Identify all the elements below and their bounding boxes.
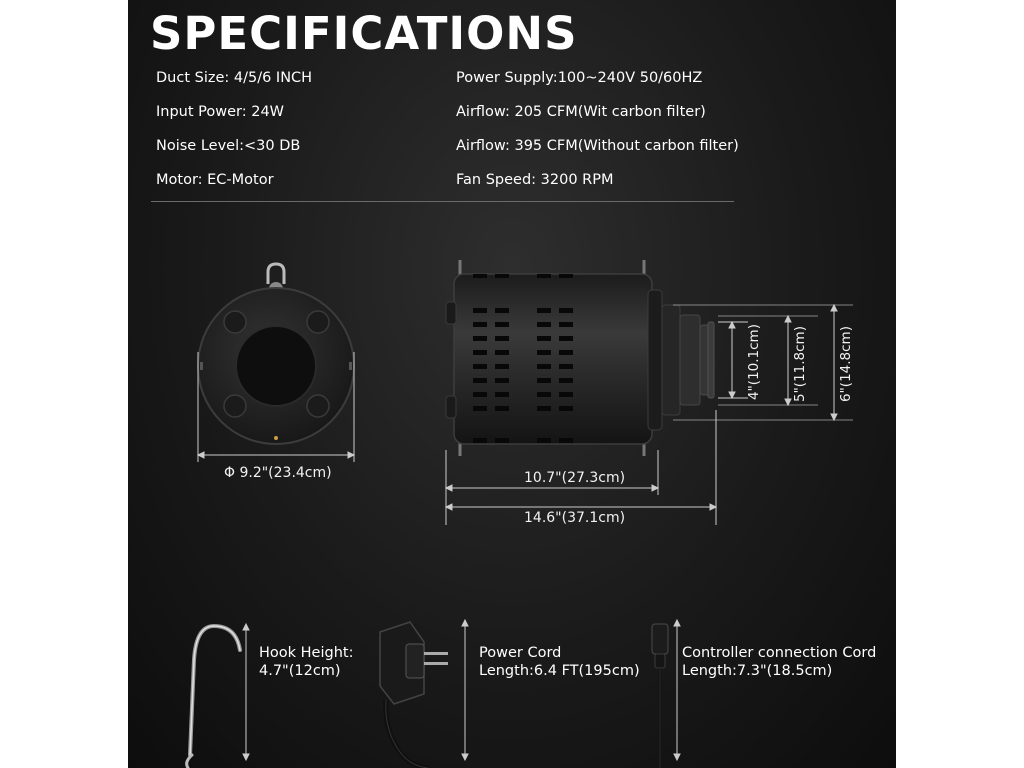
spec-sheet [128, 0, 896, 768]
spec-airflow-with-filter: Airflow: 205 CFM(Wit carbon filter) [456, 104, 706, 120]
diameter-label: Φ 9.2"(23.4cm) [224, 465, 332, 481]
hook-illustration [187, 626, 240, 768]
total-length-label: 14.6"(37.1cm) [524, 510, 626, 526]
spec-airflow-without-filter: Airflow: 395 CFM(Without carbon filter) [456, 138, 739, 154]
hook-height-value: 4.7"(12cm) [259, 663, 341, 679]
spec-fan-speed: Fan Speed: 3200 RPM [456, 172, 614, 188]
power-cord-value: Length:6.4 FT(195cm) [479, 663, 640, 679]
outlet-6-label: 6"(14.8cm) [838, 326, 854, 402]
power-cord-title: Power Cord [479, 645, 562, 661]
spec-power-supply: Power Supply:100~240V 50/60HZ [456, 70, 703, 86]
controller-cord-title: Controller connection Cord [682, 645, 877, 661]
fan-front-view [198, 264, 354, 444]
controller-cord-value: Length:7.3"(18.5cm) [682, 663, 833, 679]
outlet-4-label: 4"(10.1cm) [746, 324, 762, 400]
spec-noise-level: Noise Level:<30 DB [156, 138, 301, 154]
hook-height-title: Hook Height: [259, 645, 354, 661]
outlet-5-label: 5"(11.8cm) [792, 326, 808, 402]
page-title: SPECIFICATIONS [150, 7, 578, 60]
spec-duct-size: Duct Size: 4/5/6 INCH [156, 70, 313, 86]
body-length-label: 10.7"(27.3cm) [524, 470, 626, 486]
hook-height-dimension [243, 624, 249, 760]
fan-side-view [446, 260, 714, 456]
controller-cord-illustration [652, 624, 668, 768]
power-plug-illustration [380, 622, 448, 768]
spec-motor: Motor: EC-Motor [156, 172, 274, 188]
power-cord-dimension [462, 620, 468, 760]
spec-input-power: Input Power: 24W [156, 104, 285, 120]
controller-cord-dimension [674, 620, 680, 760]
